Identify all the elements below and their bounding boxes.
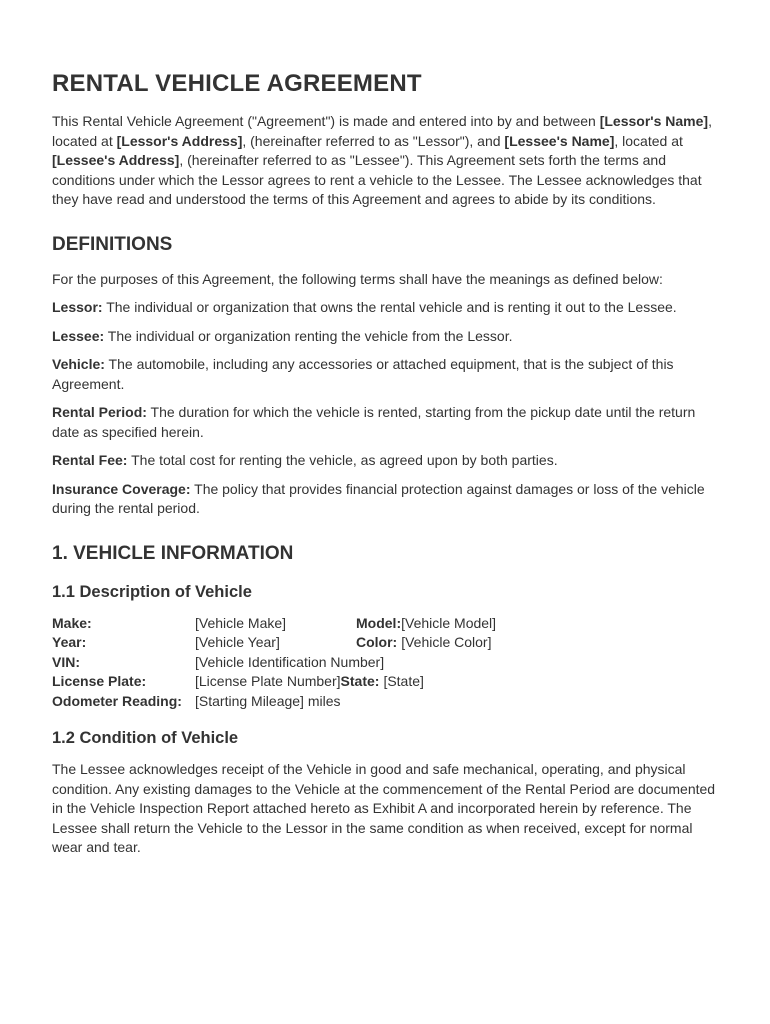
definition-term: Rental Period:: [52, 404, 147, 420]
definition-rental-fee: [52, 451, 720, 471]
definition-lessee: [52, 327, 720, 347]
definition-term: Vehicle:: [52, 356, 105, 372]
vin-value: [Vehicle Identification Number]: [195, 653, 385, 670]
vehicle-row-plate: [52, 672, 720, 692]
definition-rental-period: [52, 403, 720, 442]
intro-text-2: , located at: [52, 113, 712, 149]
document-title: RENTAL VEHICLE AGREEMENT: [52, 70, 422, 97]
make-value: [Vehicle Make]: [195, 614, 287, 631]
definition-lessor: [52, 298, 720, 318]
intro-text-3: , (hereinafter referred to as "Lessor"), and: [242, 132, 505, 149]
lessor-address-placeholder: [Lessor's Address]: [116, 132, 243, 149]
vehicle-row-year: [52, 633, 720, 653]
intro-paragraph: [52, 112, 720, 210]
definitions-heading: DEFINITIONS: [52, 233, 173, 255]
definition-text: The duration for which the vehicle is rented, starting from the pickup date until the return date as specified herein.: [52, 404, 696, 440]
description-subheading: 1.1 Description of Vehicle: [52, 582, 252, 601]
vehicle-row-vin: [52, 653, 720, 673]
year-value: [Vehicle Year]: [195, 634, 280, 650]
definition-text: The individual or organization renting the vehicle from the Lessor.: [104, 327, 513, 344]
definition-text: The individual or organization that owns the rental vehicle and is renting it out to the Lessee.: [102, 299, 677, 315]
definition-term: Lessee:: [52, 327, 105, 344]
odometer-value: [Starting Mileage] miles: [195, 692, 341, 709]
plate-value: [License Plate Number]: [195, 673, 341, 689]
color-value: [Vehicle Color]: [401, 634, 492, 650]
vehicle-info-table: [52, 614, 720, 712]
intro-text-5: , (hereinafter referred to as "Lessee"). This Agreement sets forth the terms and conditions under which the Lessor agrees to rent a vehicle to the Lessee. The Lessee acknowledges that they have read and understood the terms of this Agreement and agrees to abide by its conditions.: [52, 152, 702, 207]
vehicle-row-odometer: [52, 692, 720, 712]
definition-term: Lessor:: [52, 299, 103, 315]
state-value: [State]: [383, 673, 424, 689]
year-label: Year:: [52, 634, 87, 650]
lessee-name-placeholder: [Lessee's Name]: [504, 132, 615, 149]
color-label: Color:: [356, 634, 398, 650]
definition-term: Rental Fee:: [52, 452, 128, 468]
intro-text-1: This Rental Vehicle Agreement ("Agreement") is made and entered into by and between: [52, 113, 600, 129]
condition-paragraph: The Lessee acknowledges receipt of the Vehicle in good and safe mechanical, operating, and physical condition. Any existing damages to the Vehicle at the commencement of the Rental Period are documented in the Vehicle Inspection Report attached hereto as Exhibit A and incorporated herein by reference. The Lessee shall return the Vehicle to the Lessor in the same condition as when received, except for normal wear and tear.: [52, 761, 716, 855]
definition-text: The policy that provides financial protection against damages or loss of the vehicle during the rental period.: [52, 480, 705, 516]
odometer-label: Odometer Reading:: [52, 692, 182, 709]
vehicle-row-make: [52, 614, 720, 634]
vin-label: VIN:: [52, 653, 80, 670]
definition-insurance-coverage: [52, 480, 720, 519]
condition-subheading: 1.2 Condition of Vehicle: [52, 729, 239, 747]
plate-label: License Plate:: [52, 673, 147, 689]
section1-heading: 1. VEHICLE INFORMATION: [52, 542, 294, 564]
definition-vehicle: [52, 355, 720, 394]
state-label: State:: [340, 673, 380, 689]
definitions-lead: For the purposes of this Agreement, the following terms shall have the meanings as defined below:: [52, 270, 663, 287]
intro-text-4: , located at: [614, 132, 683, 149]
model-label: Model:: [356, 614, 402, 631]
definition-text: The automobile, including any accessories or attached equipment, that is the subject of this Agreement.: [52, 356, 674, 392]
definition-text: The total cost for renting the vehicle, as agreed upon by both parties.: [127, 452, 558, 468]
lessee-address-placeholder: [Lessee's Address]: [52, 152, 180, 168]
lessor-name-placeholder: [Lessor's Name]: [599, 113, 709, 129]
definition-term: Insurance Coverage:: [52, 480, 191, 497]
make-label: Make:: [52, 614, 92, 631]
model-value: [Vehicle Model]: [401, 614, 497, 631]
